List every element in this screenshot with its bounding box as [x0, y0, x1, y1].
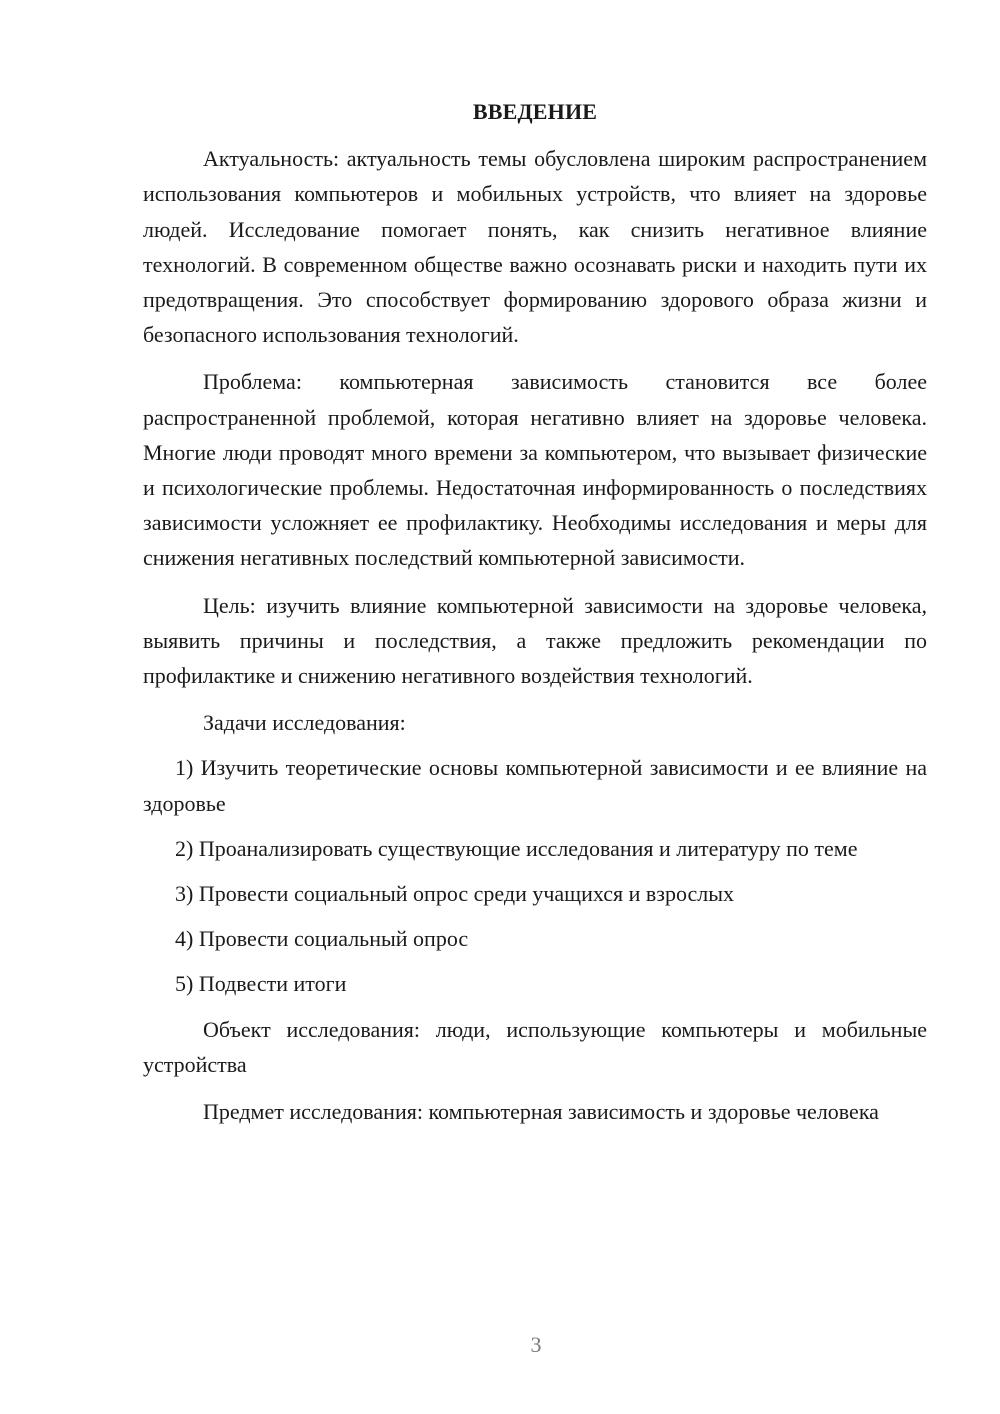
- object-paragraph: Объект исследования: люди, использующие компьютеры и мобильные устройства: [143, 1016, 927, 1077]
- subject-paragraph: Предмет исследования: компьютерная зависимость и здоровье человека: [203, 1099, 879, 1125]
- task-item: 5) Подвести итоги: [175, 971, 347, 997]
- task-item: 1) Изучить теоретические основы компьютерной зависимости и ее влияние на здоровье: [143, 755, 927, 816]
- page-number: 3: [530, 1332, 542, 1357]
- tasks-list: [143, 750, 927, 1001]
- relevance-paragraph: Актуальность: актуальность темы обусловлена широким распространением использования компьютеров и мобильных устройств, что влияет на здоровье людей. Исследование помогает понять, как снизить негативное влияние технологий. В современном обществе важно осознавать риски и находить пути их предотвращения. Это способствует формированию здорового образа жизни и безопасного использования технологий.: [143, 146, 927, 348]
- tasks-heading: Задачи исследования:: [203, 710, 406, 736]
- task-item: 4) Провести социальный опрос: [175, 926, 469, 952]
- page-content: [143, 94, 927, 1137]
- section-title: ВВЕДЕНИЕ: [472, 99, 598, 124]
- task-item: 3) Провести социальный опрос среди учащихся и взрослых: [175, 881, 735, 907]
- task-item: 2) Проанализировать существующие исследования и литературу по теме: [175, 835, 858, 861]
- goal-paragraph: Цель: изучить влияние компьютерной зависимости на здоровье человека, выявить причины и последствия, а также предложить рекомендации по профилактике и снижению негативного воздействия технологий.: [143, 592, 927, 689]
- problem-paragraph: Проблема: компьютерная зависимость становится все более распространенной проблемой, которая негативно влияет на здоровье человека. Многие люди проводят много времени за компьютером, что вызывает физические и психологические проблемы. Недостаточная информированность о последствиях зависимости усложняет ее профилактику. Необходимы исследования и меры для снижения негативных последствий компьютерной зависимости.: [143, 369, 927, 571]
